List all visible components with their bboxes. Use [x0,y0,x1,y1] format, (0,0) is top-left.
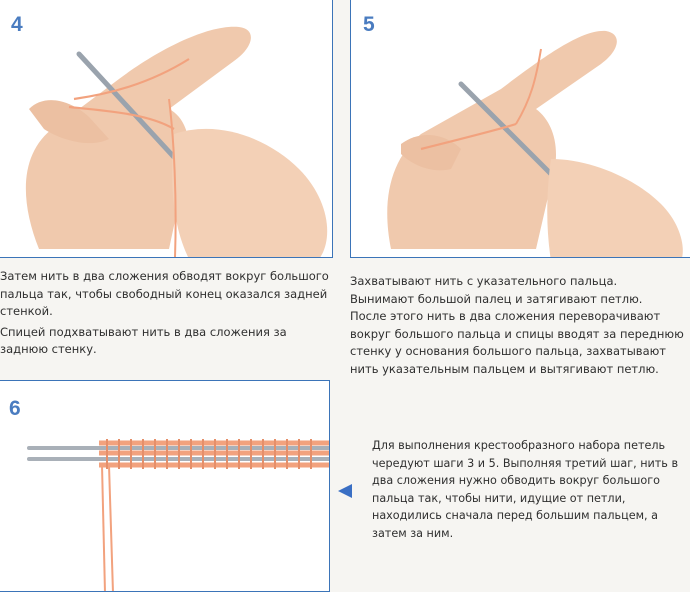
step-number: 5 [363,13,375,36]
caption-paragraph: Затем нить в два сложения обводят вокруг большого пальца так, чтобы свободный конец оказался задней стенкой. [0,269,329,318]
caption-paragraph: Для выполнения крестообразного набора петель чередуют шаги 3 и 5. Выполняя третий шаг, нить в два сложения нужно обводить вокруг большого пальца так, чтобы нити, идущие от петли, находились сначала перед большим пальцем, а затем за ним. [372,439,679,540]
caption-paragraph: После этого нить в два сложения переворачивают вокруг большого пальца и спицы вводят за переднюю стенку у основания большого пальца, захватывают нить указательным пальцем и вытягивают петлю. [350,309,684,376]
step-4-caption [0,268,332,359]
step-6-caption [372,437,688,542]
step-6-photo [0,381,330,592]
step-4-photo [0,0,333,258]
caption-paragraph: Захватывают нить с указательного пальца. [350,274,618,288]
step-6-panel [0,380,330,592]
caption-paragraph: Спицей подхватывают нить в два сложения за заднюю стенку. [0,324,287,356]
step-number: 4 [11,13,23,36]
step-number: 6 [9,397,21,420]
left-arrow-icon [338,484,352,498]
step-5-caption [350,273,690,378]
step-5-panel [350,0,690,258]
step-5-photo [351,0,690,258]
step-4-panel [0,0,333,258]
caption-paragraph: Вынимают большой палец и затягивают петлю. [350,291,643,306]
